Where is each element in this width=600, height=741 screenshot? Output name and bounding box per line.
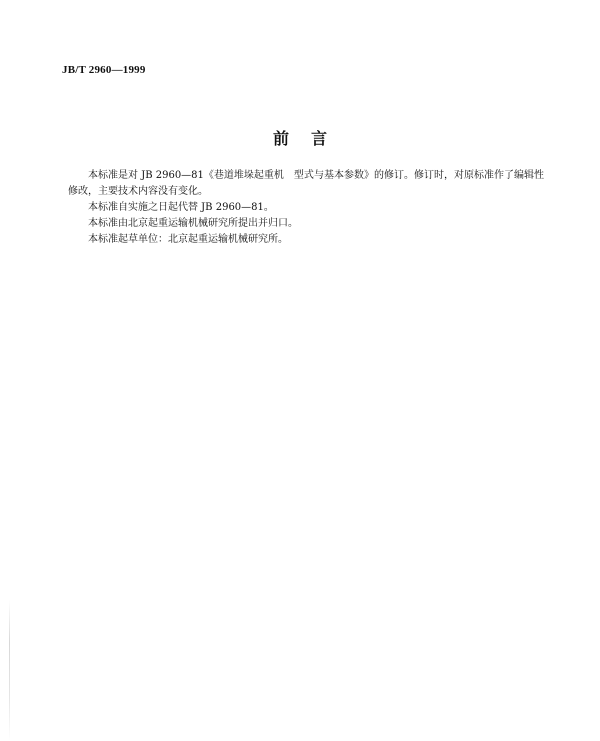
page-title: 前言: [272, 129, 349, 148]
paragraph-drafting-unit: 本标准起草单位：北京起重运输机械研究所。: [88, 234, 288, 245]
scan-edge-mark: [9, 600, 10, 741]
paragraph-replacement-note: 本标准自实施之日起代替 JB 2960—81。: [88, 202, 274, 213]
foreword-body: [68, 168, 544, 248]
paragraph-proposer-note: 本标准由北京起重运输机械研究所提出并归口。: [88, 218, 298, 229]
paragraph-revision-note: 本标准是对 JB 2960—81《巷道堆垛起重机 型式与基本参数》的修订。修订时，对原标准作了编辑性修改，主要技术内容没有变化。: [68, 170, 544, 197]
standard-code: JB/T 2960—1999: [62, 64, 146, 76]
